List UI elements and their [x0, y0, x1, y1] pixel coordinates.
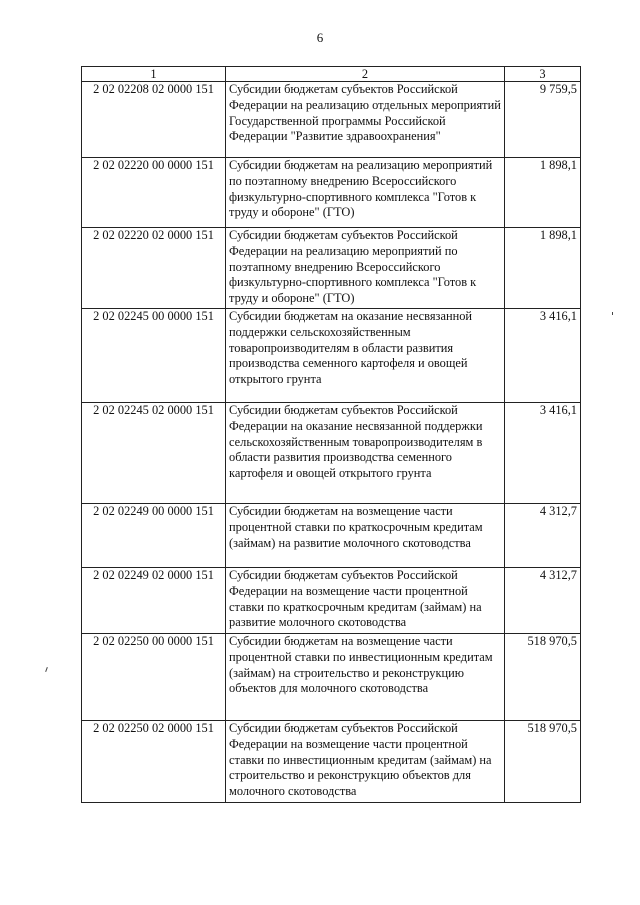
budget-code-cell: 2 02 02208 02 0000 151	[82, 82, 226, 158]
description-cell: Субсидии бюджетам на реализацию мероприятий по поэтапному внедрению Всероссийского физкультурно-спортивного комплекса "Готов к труду и обороне" (ГТО)	[226, 158, 505, 228]
amount-cell: 518 970,5	[505, 721, 581, 803]
budget-code-cell: 2 02 02249 02 0000 151	[82, 568, 226, 634]
description-cell: Субсидии бюджетам субъектов Российской Федерации на возмещение части процентной ставки по краткосрочным кредитам (займам) на развитие молочного скотоводства	[226, 568, 505, 634]
table-row	[82, 309, 581, 403]
amount-cell: 1 898,1	[505, 228, 581, 309]
description-cell: Субсидии бюджетам на оказание несвязанной поддержки сельскохозяйственным товаропроизводителям в области развития производства семенного картофеля и овощей открытого грунта	[226, 309, 505, 403]
budget-code-cell: 2 02 02220 00 0000 151	[82, 158, 226, 228]
description-cell: Субсидии бюджетам субъектов Российской Федерации на реализацию отдельных мероприятий Государственной программы Российской Федерации "Развитие здравоохранения"	[226, 82, 505, 158]
column-header-3: 3	[505, 67, 581, 82]
scan-speck	[612, 312, 613, 315]
table-row	[82, 504, 581, 568]
description-cell: Субсидии бюджетам на возмещение части процентной ставки по инвестиционным кредитам (займам) на строительство и реконструкцию объектов для молочного скотоводства	[226, 634, 505, 721]
budget-code-cell: 2 02 02220 02 0000 151	[82, 228, 226, 309]
table-row	[82, 228, 581, 309]
description-cell: Субсидии бюджетам субъектов Российской Федерации на реализацию мероприятий по поэтапному внедрению Всероссийского физкультурно-спортивного комплекса "Готов к труду и обороне" (ГТО)	[226, 228, 505, 309]
column-header-1: 1	[82, 67, 226, 82]
amount-cell: 9 759,5	[505, 82, 581, 158]
budget-code-cell: 2 02 02245 00 0000 151	[82, 309, 226, 403]
table-row	[82, 568, 581, 634]
budget-code-cell: 2 02 02250 00 0000 151	[82, 634, 226, 721]
amount-cell: 4 312,7	[505, 504, 581, 568]
amount-cell: 518 970,5	[505, 634, 581, 721]
table-header-row	[82, 67, 581, 82]
amount-cell: 3 416,1	[505, 403, 581, 504]
table-row	[82, 721, 581, 803]
page-number: 6	[316, 30, 324, 45]
column-header-2: 2	[226, 67, 505, 82]
description-cell: Субсидии бюджетам субъектов Российской Федерации на оказание несвязанной поддержки сельскохозяйственным товаропроизводителям в области развития производства семенного картофеля и овощей открытого грунта	[226, 403, 505, 504]
table-row	[82, 403, 581, 504]
scan-speck	[45, 667, 48, 672]
table-row	[82, 158, 581, 228]
budget-code-cell: 2 02 02250 02 0000 151	[82, 721, 226, 803]
amount-cell: 4 312,7	[505, 568, 581, 634]
budget-code-cell: 2 02 02249 00 0000 151	[82, 504, 226, 568]
budget-table	[81, 66, 581, 803]
budget-code-cell: 2 02 02245 02 0000 151	[82, 403, 226, 504]
table-row	[82, 82, 581, 158]
description-cell: Субсидии бюджетам на возмещение части процентной ставки по краткосрочным кредитам (займам) на развитие молочного скотоводства	[226, 504, 505, 568]
description-cell: Субсидии бюджетам субъектов Российской Федерации на возмещение части процентной ставки по инвестиционным кредитам (займам) на строительство и реконструкцию объектов для молочного скотоводства	[226, 721, 505, 803]
amount-cell: 3 416,1	[505, 309, 581, 403]
table-row	[82, 634, 581, 721]
amount-cell: 1 898,1	[505, 158, 581, 228]
